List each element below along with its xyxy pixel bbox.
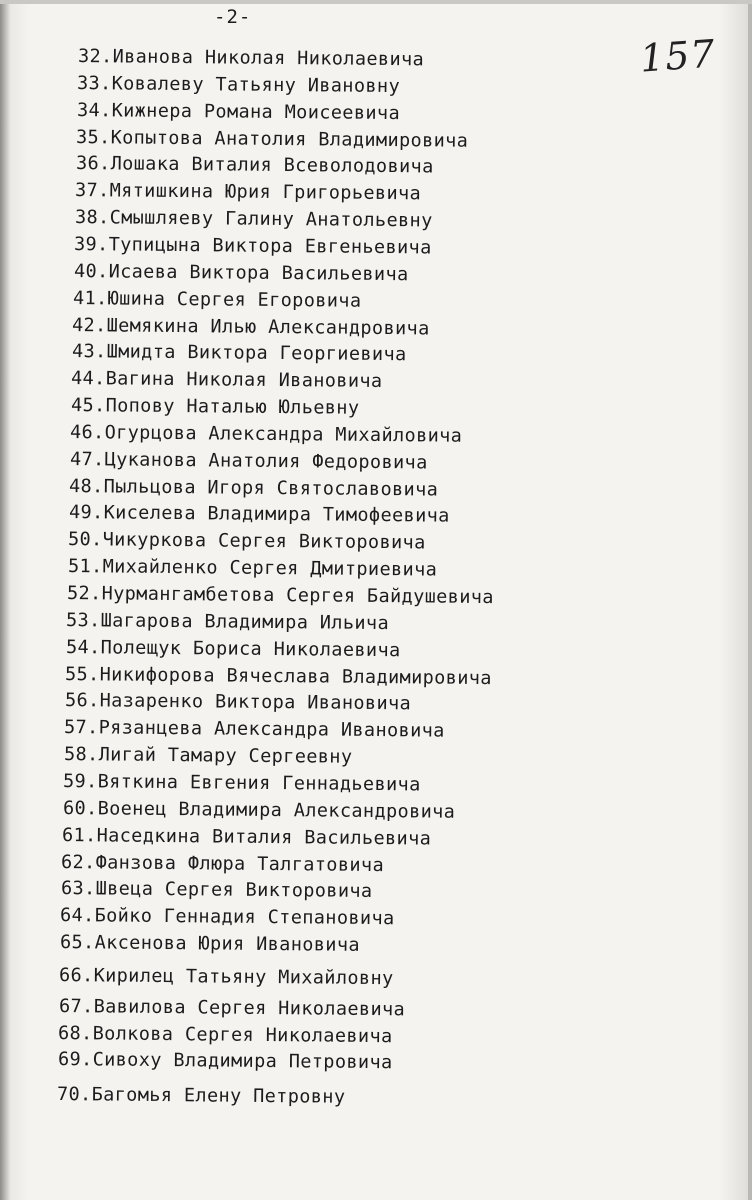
list-item: 61.Наседкина Виталия Васильевича — [61, 824, 432, 850]
list-item: 59.Вяткина Евгения Геннадьевича — [62, 770, 421, 796]
list-item: 33.Ковалеву Татьяну Ивановну — [76, 72, 401, 97]
list-item: 42.Шемякина Илью Александровича — [71, 314, 430, 339]
list-item: 32.Иванова Николая Николаевича — [77, 46, 425, 71]
list-item: 37.Мятишкина Юрия Григорьевича — [74, 180, 422, 205]
list-item: 43.Шмидта Виктора Георгиевича — [71, 341, 407, 366]
page-number: -2- — [214, 6, 252, 28]
list-item: 63.Швеца Сергея Викторовича — [60, 878, 373, 903]
list-item: 64.Бойко Геннадия Степановича — [59, 905, 395, 930]
list-item: 39.Тупицына Виктора Евгеньевича — [73, 233, 432, 259]
list-item: 68.Волкова Сергея Николаевича — [57, 1022, 393, 1047]
list-item: 69.Сивоху Владимира Петровича — [57, 1049, 393, 1074]
list-item: 54.Полещук Бориса Николаевича — [65, 636, 401, 661]
list-item: 44.Вагина Николая Ивановича — [70, 368, 383, 393]
list-item: 58.Лигай Тамару Сергеевну — [63, 744, 353, 768]
list-item: 66.Кирилец Татьяну Михайловну — [58, 964, 394, 990]
list-item: 48.Пыльцова Игоря Святославовича — [68, 475, 439, 501]
list-item: 35.Копытова Анатолия Владимировича — [75, 126, 469, 152]
list-item: 41.Юшина Сергея Егоровича — [72, 287, 362, 312]
list-item: 70.Багомья Елену Петровну — [56, 1084, 346, 1109]
list-item: 38.Смышляеву Галину Анатольевну — [74, 207, 433, 232]
list-item: 53.Шагарова Владимира Ильича — [65, 609, 390, 634]
list-item: 47.Цуканова Анатолия Федоровича — [69, 448, 428, 474]
list-item: 45.Попову Наталью Юльевну — [70, 395, 360, 419]
list-item: 51.Михайленко Сергея Дмитриевича — [67, 556, 438, 581]
list-item: 55.Никифорова Вячеслава Владимировича — [64, 663, 492, 689]
list-item: 60.Военец Владимира Александровича — [62, 797, 456, 823]
list-item: 65.Аксенова Юрия Ивановича — [59, 932, 361, 956]
list-item: 40.Исаева Виктора Васильевича — [73, 260, 409, 286]
list-item: 62.Фанзова Флюра Талгатовича — [60, 851, 385, 876]
list-item: 52.Нурмангамбетова Сергея Байдушевича — [66, 583, 494, 609]
list-item: 49.Киселева Владимира Тимофеевича — [68, 502, 450, 528]
list-item: 50.Чикуркова Сергея Викторовича — [67, 529, 426, 554]
handwritten-page-number: 157 — [638, 31, 717, 81]
list-item: 46.Огурцова Александра Михайловича — [69, 421, 463, 447]
list-item: 67.Вавилова Сергея Николаевича — [58, 995, 406, 1021]
list-item: 36.Лошака Виталия Всеволодовича — [75, 153, 434, 178]
list-item: 34.Кижнера Романа Моисеевича — [76, 99, 401, 124]
list-item: 56.Назаренко Виктора Ивановича — [64, 690, 412, 715]
list-item: 57.Рязанцева Александра Ивановича — [63, 717, 445, 742]
